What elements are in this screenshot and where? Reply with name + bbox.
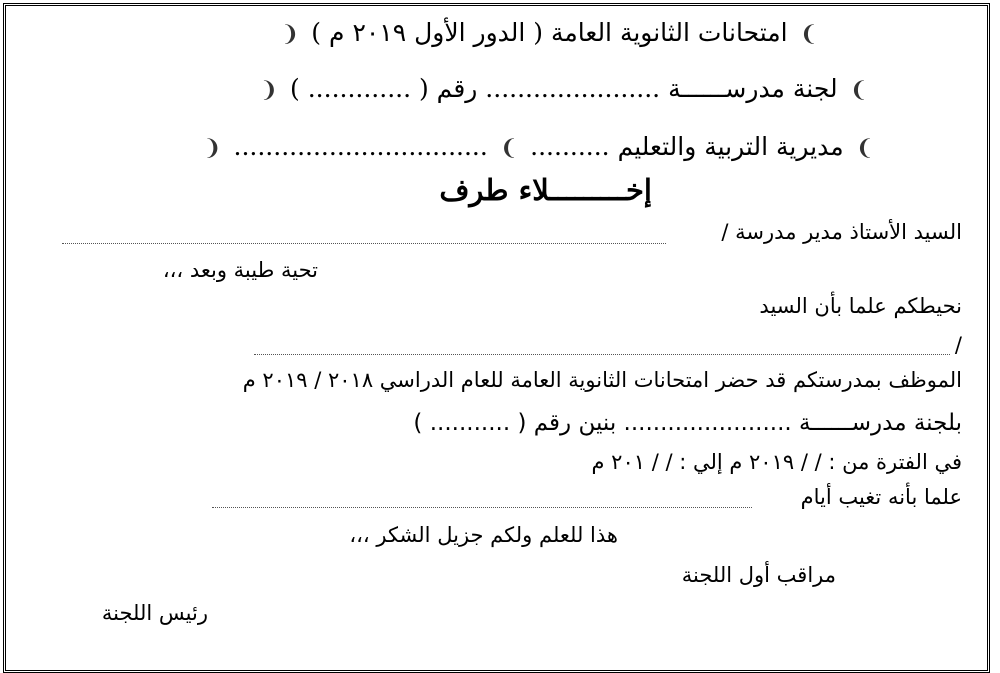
- head-signature-label: رئيس اللجنة: [101, 601, 208, 625]
- addressee-blank: [62, 243, 666, 244]
- addressee-text: السيد الأستاذ مدير مدرسة /: [721, 220, 962, 244]
- ornament-left-icon: ❨: [280, 22, 300, 47]
- absence-blank: [212, 507, 752, 508]
- period-text: في الفترة من : / / ٢٠١٩ م إلي : / / ٢٠١ م: [591, 450, 962, 474]
- committee-text: بلجنة مدرســــــة ....................... بنين رقم ( ........... ): [413, 410, 962, 436]
- ornament-mid-icon: ❩: [499, 136, 519, 161]
- directorate-line: [199, 134, 878, 160]
- exam-title-line: [277, 20, 822, 46]
- ornament-left-icon: ❨: [259, 78, 279, 103]
- ornament-right-icon: ❩: [849, 78, 868, 103]
- observer-signature-label: مراقب أول اللجنة: [681, 563, 836, 587]
- document-title: إخـــــــــلاء طرف: [439, 173, 652, 207]
- thanks-text: هذا للعلم ولكم جزيل الشكر ،،،: [349, 523, 618, 547]
- committee-header-line: [256, 76, 872, 102]
- name-slash: /: [954, 333, 962, 357]
- absence-text: علما بأنه تغيب أيام: [800, 485, 962, 509]
- directorate-label: مديرية التربية والتعليم ..........: [530, 132, 844, 161]
- exam-title: امتحانات الثانوية العامة ( الدور الأول ٢٠١٩ م ): [311, 18, 788, 47]
- ornament-right-icon: ❩: [855, 136, 874, 161]
- page-border: [3, 3, 990, 673]
- employee-text: الموظف بمدرستكم قد حضر امتحانات الثانوية العامة للعام الدراسي ٢٠١٨ / ٢٠١٩ م: [242, 368, 962, 392]
- directorate-blank: ................................: [233, 132, 488, 161]
- greeting-text: تحية طيبة وبعد ،،،: [162, 258, 318, 282]
- committee-header: لجنة مدرســــــة ...................... رقم ( ............. ): [290, 74, 838, 103]
- ornament-right-icon: ❩: [799, 22, 818, 47]
- name-blank: [254, 354, 950, 355]
- ornament-left-icon: ❨: [203, 136, 222, 161]
- inform-text: نحيطكم علما بأن السيد: [759, 294, 962, 318]
